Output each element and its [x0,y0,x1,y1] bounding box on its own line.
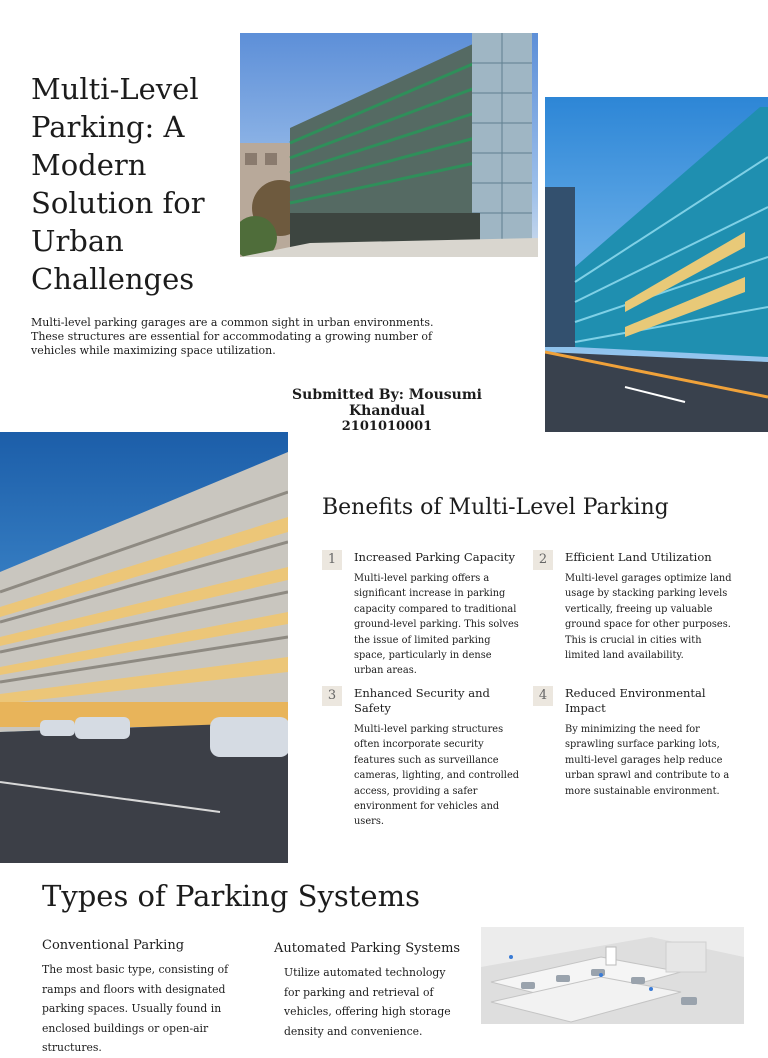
parking-building-photo-2 [545,97,768,432]
benefit-item-3 [322,686,520,828]
benefit-title-3: Enhanced Security and Safety [354,686,490,715]
benefit-number-4: 4 [533,686,553,706]
benefit-item-1 [322,550,519,680]
benefit-title-4: Reduced Environmental Impact [565,686,706,715]
types-heading: Types of Parking Systems [42,879,420,913]
benefit-number-1: 1 [322,550,342,570]
parking-garage-dusk-photo [0,432,288,863]
benefit-body-2: Multi-level garages optimize land usage by stacking parking levels vertically, freeing up valuable ground space for other purposes. This is crucial in cities with limited land availability. [565,573,732,662]
submitted-by-name: Submitted By: Mousumi Khandual [292,387,482,419]
benefit-item-4 [533,686,730,826]
intro-paragraph: Multi-level parking garages are a common sight in urban environments. These structures are essential for accommodating a growing number of vehicles while maximizing space utilization. [31,316,434,357]
page-title: Multi-Level Parking: A Modern Solution for Urban Challenges [31,72,205,296]
automated-parking-body: Utilize automated technology for parking and retrieval of vehicles, offering high storage density and convenience. [284,966,451,1038]
parking-building-photo-1 [240,33,538,257]
benefit-body-4: By minimizing the need for sprawling surface parking lots, multi-level garages help reduce urban sprawl and contribute to a more sustainable environment. [565,724,730,797]
benefit-title-1: Increased Parking Capacity [354,550,516,564]
submitted-by-roll-number: 2101010001 [341,419,433,434]
automated-parking-illustration [481,927,744,1024]
benefits-heading: Benefits of Multi-Level Parking [322,495,669,520]
conventional-parking-title: Conventional Parking [42,938,185,953]
benefit-body-3: Multi-level parking structures often incorporate security features such as surveillance cameras, lighting, and controlled access, providing a safer environment for vehicles and users. [354,724,520,828]
submitted-by-block [262,387,512,435]
benefit-title-2: Efficient Land Utilization [565,550,712,564]
automated-parking-title: Automated Parking Systems [274,941,461,956]
benefit-body-1: Multi-level parking offers a significant increase in parking capacity compared to traditional ground-level parking. This solves the issue of limited parking space, particularly in dense urban areas. [354,573,519,677]
benefit-item-2 [533,550,732,680]
conventional-parking-body: The most basic type, consisting of ramps and floors with designated parking spaces. Usually found in enclosed buildings or open-air structures. [42,963,229,1054]
benefit-number-3: 3 [322,686,342,706]
benefit-number-2: 2 [533,550,553,570]
